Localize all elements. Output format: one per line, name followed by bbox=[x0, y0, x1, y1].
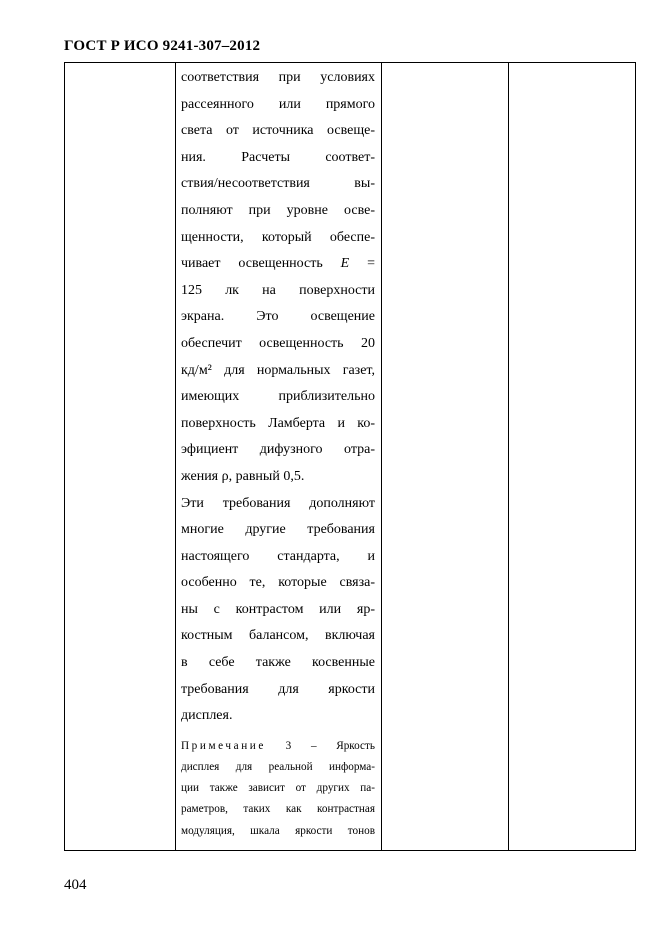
text-line: соответствия при условиях bbox=[181, 70, 375, 85]
text-line: особенно те, которые связа- bbox=[181, 575, 375, 591]
text-line: костным балансом, включая bbox=[181, 628, 375, 644]
text-line: требования для яркости bbox=[181, 681, 375, 697]
text-line: поверхность Ламберта и ко- bbox=[181, 415, 375, 431]
text-line: чивает освещенность E = bbox=[181, 256, 375, 272]
text-line: экрана. Это освещение bbox=[181, 309, 375, 325]
document-header: ГОСТ Р ИСО 9241-307–2012 bbox=[64, 38, 261, 54]
text-line: ны с контрастом или яр- bbox=[181, 601, 375, 617]
text-line: кд/м² для нормальных газет, bbox=[181, 362, 375, 378]
column-divider-1 bbox=[175, 63, 176, 850]
text-line: настоящего стандарта, и bbox=[181, 548, 375, 564]
text-line: ствия/несоответствия вы- bbox=[181, 176, 375, 192]
text-line: эфициент дифузного отра- bbox=[181, 442, 375, 458]
text-line: рассеянного или прямого bbox=[181, 96, 375, 112]
note-first-line bbox=[181, 736, 375, 757]
text-line: полняют при уровне осве- bbox=[181, 202, 375, 218]
requirement-text-cell bbox=[181, 65, 375, 842]
text-line: щенности, который обеспе- bbox=[181, 229, 375, 245]
text-line: 125 лк на поверхности bbox=[181, 282, 375, 298]
note-line: модуляция, шкала яркости тонов bbox=[181, 824, 375, 837]
requirements-table bbox=[64, 62, 636, 851]
text-line: жения ρ, равный 0,5. bbox=[181, 468, 305, 484]
note-line: раметров, таких как контрастная bbox=[181, 803, 375, 816]
column-divider-2 bbox=[381, 63, 382, 850]
text-line: Эти требования дополняют bbox=[181, 495, 375, 511]
text-line: многие другие требования bbox=[181, 522, 375, 538]
text-line: ния. Расчеты соответ- bbox=[181, 149, 375, 165]
note-label: Примечание bbox=[181, 739, 266, 752]
page-number: 404 bbox=[64, 877, 87, 893]
note-first-rest: 3 – Яркость bbox=[285, 739, 375, 752]
note-block bbox=[181, 736, 375, 842]
note-line: ции также зависит от других па- bbox=[181, 782, 375, 795]
text-line: имеющих приблизительно bbox=[181, 389, 375, 405]
note-line: дисплея для реальной информа- bbox=[181, 761, 375, 774]
column-divider-3 bbox=[508, 63, 509, 850]
text-line: света от источника освеще- bbox=[181, 123, 375, 139]
text-line: обеспечит освещенность 20 bbox=[181, 335, 375, 351]
text-line: дисплея. bbox=[181, 708, 233, 724]
text-line: в себе также косвенные bbox=[181, 655, 375, 671]
